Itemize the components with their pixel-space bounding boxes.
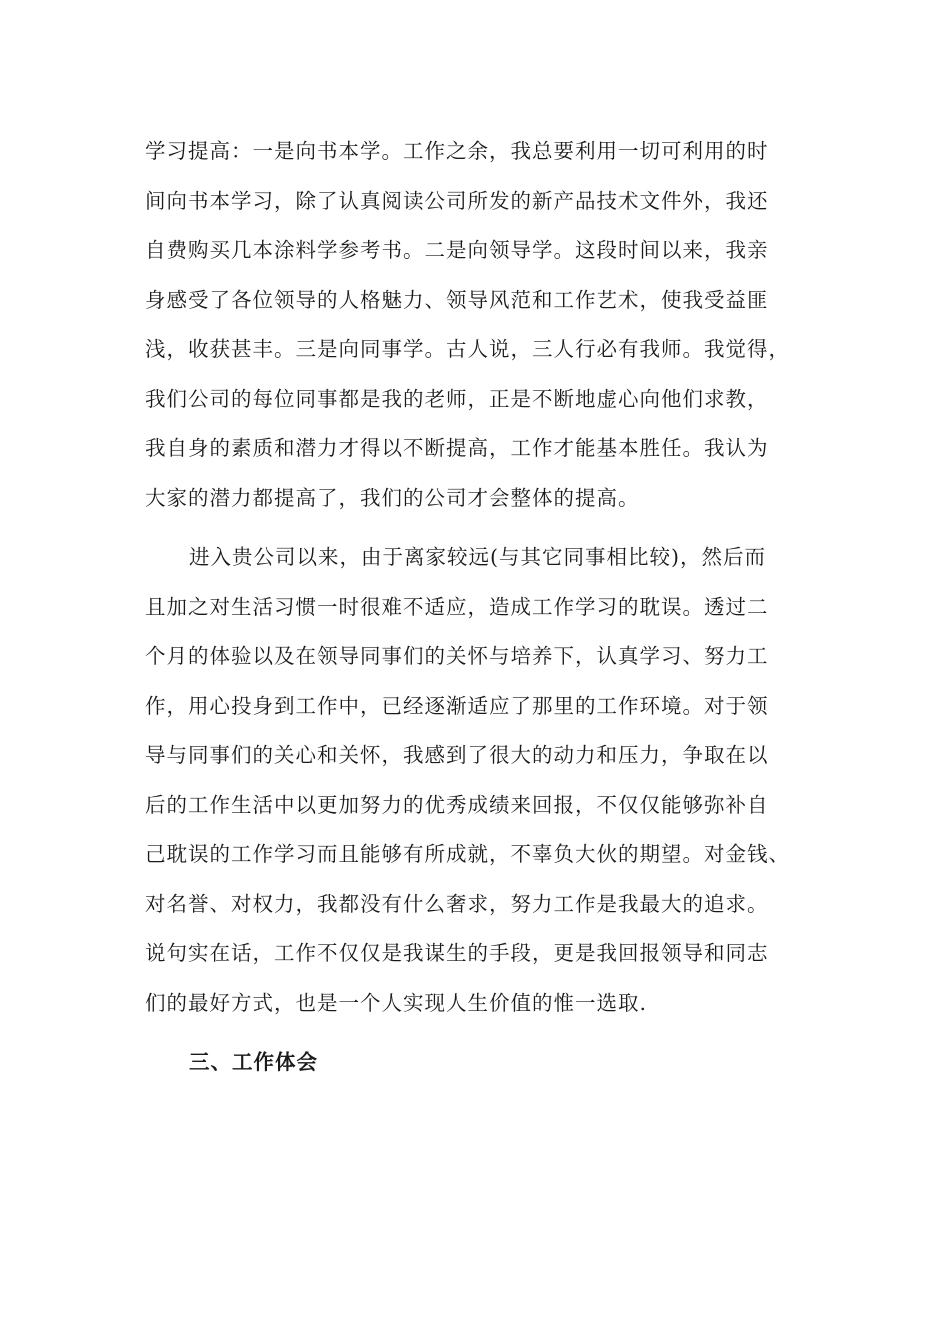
section-3 bbox=[145, 1038, 809, 1088]
paragraph-line: 间向书本学习，除了认真阅读公司所发的新产品技术文件外，我还 bbox=[145, 188, 769, 213]
paragraph-line: 自费购买几本涂料学参考书。二是向领导学。这段时间以来，我亲 bbox=[145, 238, 769, 262]
paragraph-line: 对名誉、对权力，我都没有什么奢求，努力工作是我最大的追求。 bbox=[145, 891, 769, 916]
paragraph-line: 导与同事们的关心和关怀，我感到了很大的动力和压力，争取在以 bbox=[145, 743, 769, 767]
paragraph-line: 身感受了各位领导的人格魅力、领导风范和工作艺术，使我受益匪 bbox=[145, 287, 769, 312]
paragraph-line: 们的最好方式，也是一个人实现人生价值的惟一选取. bbox=[145, 990, 648, 1015]
paragraph-line: 进入贵公司以来，由于离家较远(与其它同事相比较)，然后而 bbox=[189, 545, 766, 569]
paragraph-2 bbox=[145, 533, 809, 1028]
paragraph-line: 说句实在话，工作不仅仅是我谋生的手段，更是我回报领导和同志 bbox=[145, 941, 769, 965]
paragraph-line: 我自身的素质和潜力才得以不断提高，工作才能基本胜任。我认为 bbox=[145, 436, 769, 460]
section-heading: 三、工作体会 bbox=[189, 1050, 318, 1074]
paragraph-line: 后的工作生活中以更加努力的优秀成绩来回报，不仅仅能够弥补自 bbox=[145, 792, 769, 817]
paragraph-1 bbox=[145, 127, 809, 523]
paragraph-line: 作，用心投身到工作中，已经逐渐适应了那里的工作环境。对于领 bbox=[145, 693, 769, 718]
paragraph-line: 我们公司的每位同事都是我的老师，正是不断地虚心向他们求教， bbox=[145, 386, 769, 411]
paragraph-line: 己耽误的工作学习而且能够有所成就，不辜负大伙的期望。对金钱、 bbox=[145, 842, 790, 866]
paragraph-line: 且加之对生活习惯一时很难不适应，造成工作学习的耽误。透过二 bbox=[145, 594, 769, 619]
paragraph-line: 学习提高：一是向书本学。工作之余，我总要利用一切可利用的时 bbox=[145, 139, 769, 163]
paragraph-line: 浅，收获甚丰。三是向同事学。古人说，三人行必有我师。我觉得， bbox=[145, 337, 790, 361]
paragraph-line: 个月的体验以及在领导同事们的关怀与培养下，认真学习、努力工 bbox=[145, 644, 769, 668]
paragraph-line: 大家的潜力都提高了，我们的公司才会整体的提高。 bbox=[145, 485, 640, 510]
